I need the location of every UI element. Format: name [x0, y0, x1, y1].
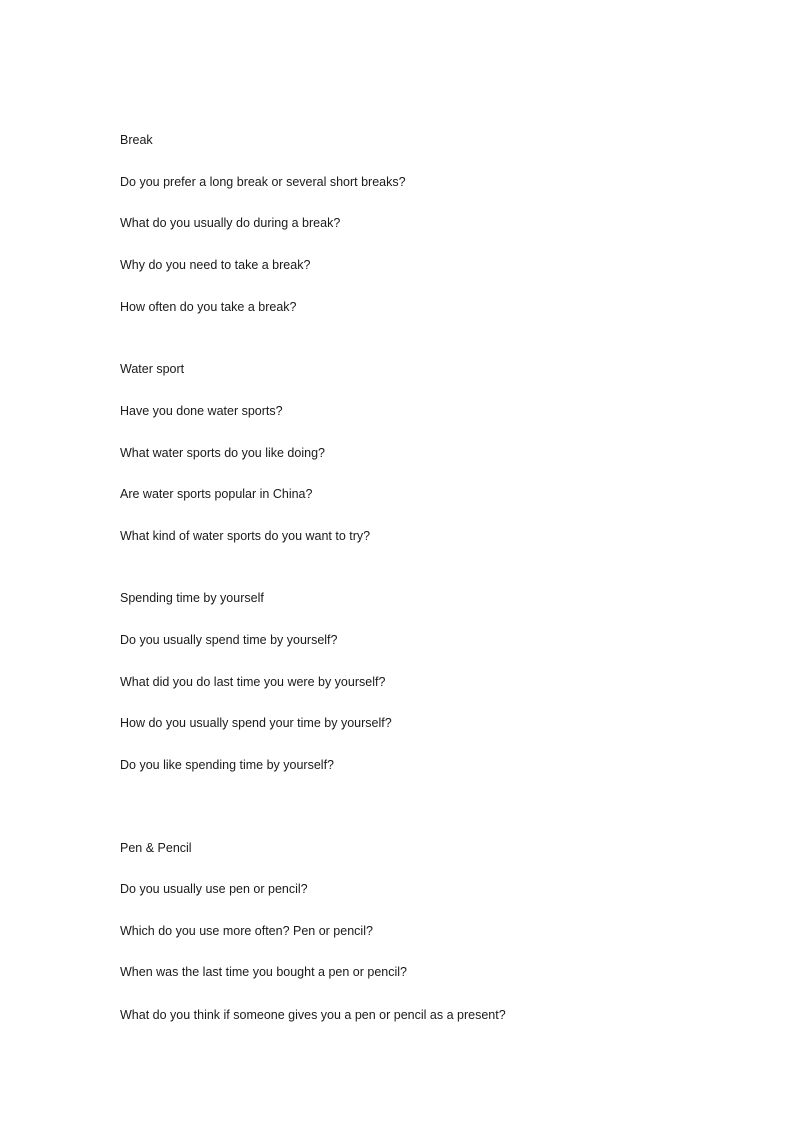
question-item: Are water sports popular in China? — [120, 487, 313, 501]
section-heading: Pen & Pencil — [120, 841, 192, 855]
section-heading: Spending time by yourself — [120, 591, 264, 605]
question-item: What did you do last time you were by yourself? — [120, 675, 386, 689]
question-item: What do you think if someone gives you a pen or pencil as a present? — [120, 1008, 506, 1022]
question-item: What water sports do you like doing? — [120, 446, 325, 460]
question-item: How do you usually spend your time by yourself? — [120, 716, 392, 730]
question-item: Do you like spending time by yourself? — [120, 758, 335, 772]
section-heading: Break — [120, 133, 153, 147]
question-item: Do you usually spend time by yourself? — [120, 633, 338, 647]
question-item: Why do you need to take a break? — [120, 258, 311, 272]
question-item: When was the last time you bought a pen or pencil? — [120, 965, 407, 979]
question-item: Do you prefer a long break or several short breaks? — [120, 175, 406, 189]
question-item: What do you usually do during a break? — [120, 216, 341, 230]
question-item: Have you done water sports? — [120, 404, 283, 418]
question-item: Do you usually use pen or pencil? — [120, 882, 308, 896]
section-heading: Water sport — [120, 362, 185, 376]
question-item: What kind of water sports do you want to try? — [120, 529, 371, 543]
question-item: Which do you use more often? Pen or pencil? — [120, 924, 373, 938]
question-item: How often do you take a break? — [120, 300, 297, 314]
